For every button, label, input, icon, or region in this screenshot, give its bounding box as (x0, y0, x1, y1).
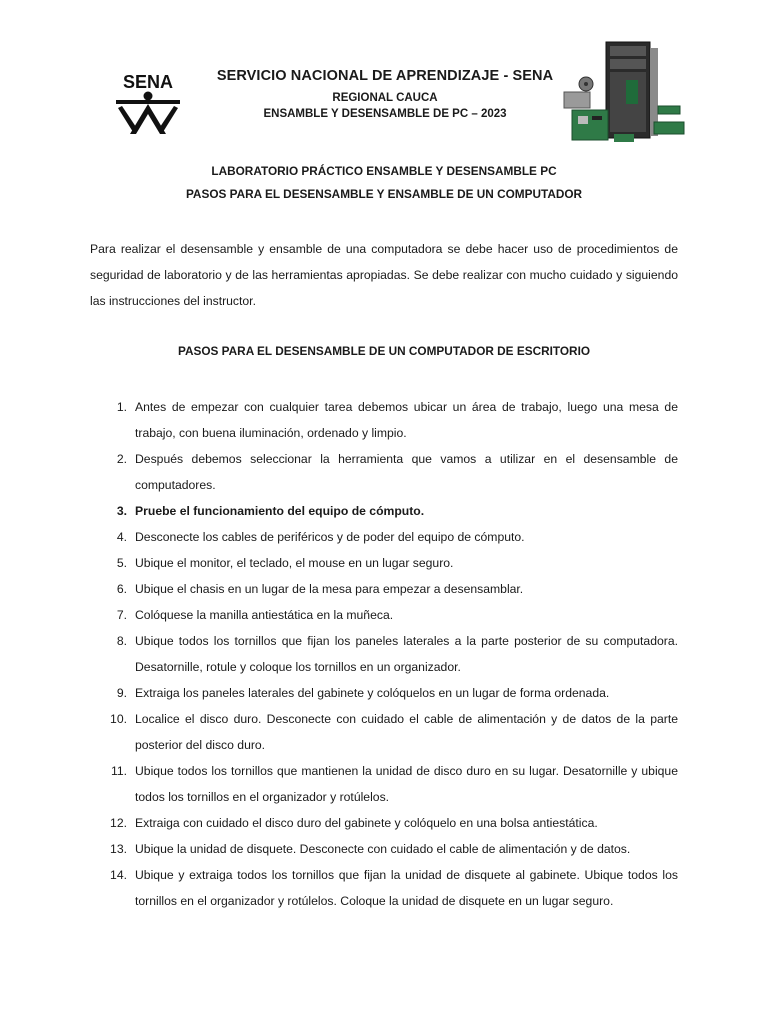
step-number: 10. (110, 712, 127, 726)
step-text: Antes de empezar con cualquier tarea debemos ubicar un área de trabajo, luego una mesa de trabajo, con buena iluminación, ordenado y limpio. (135, 400, 678, 440)
steps-list (90, 394, 678, 914)
lab-subtitle: PASOS PARA EL DESENSAMBLE Y ENSAMBLE DE UN COMPUTADOR (185, 187, 583, 201)
computer-components-image (562, 40, 692, 144)
intro-paragraph: Para realizar el desensamble y ensamble de una computadora se debe hacer uso de procedimientos de seguridad de laboratorio y de las herramientas apropiadas. Se debe realizar con mucho cuidado y siguiendo las instrucciones del instructor. (90, 242, 678, 308)
step-number: 1. (116, 400, 127, 414)
step-text: Extraiga con cuidado el disco duro del gabinete y colóquelo en una bolsa antiestática. (135, 816, 598, 830)
list-item (90, 602, 678, 628)
list-item (90, 758, 678, 810)
list-item (90, 836, 678, 862)
step-text: Ubique la unidad de disquete. Desconecte con cuidado el cable de alimentación y de datos. (135, 842, 631, 856)
document-header (0, 0, 768, 150)
step-text: Localice el disco duro. Desconecte con cuidado el cable de alimentación y de datos de la parte posterior del disco duro. (135, 712, 678, 752)
step-number: 5. (116, 556, 127, 570)
step-text: Ubique y extraiga todos los tornillos que fijan la unidad de disquete al gabinete. Ubique todos los tornillos en el organizador y rotúlelos. Coloque la unidad de disquete en un lugar seguro. (135, 868, 678, 908)
sena-logo (108, 64, 188, 136)
step-text: Después debemos seleccionar la herramienta que vamos a utilizar en el desensamble de computadores. (135, 452, 678, 492)
list-item (90, 394, 678, 446)
sena-logo-text: SENA (122, 72, 174, 92)
step-text: Pruebe el funcionamiento del equipo de cómputo. (135, 504, 425, 518)
organization-title: SERVICIO NACIONAL DE APRENDIZAJE - SENA (216, 68, 554, 84)
list-item (90, 550, 678, 576)
step-number: 11. (110, 764, 127, 778)
regional-label: REGIONAL CAUCA (332, 92, 438, 104)
step-number: 12. (110, 816, 127, 830)
step-number: 6. (116, 582, 127, 596)
step-text: Colóquese la manilla antiestática en la muñeca. (135, 608, 394, 622)
step-number: 13. (110, 842, 127, 856)
list-item (90, 680, 678, 706)
step-text: Desconecte los cables de periféricos y de poder del equipo de cómputo. (135, 530, 525, 544)
step-number: 2. (116, 452, 127, 466)
step-number: 8. (116, 634, 127, 648)
list-item (90, 862, 678, 914)
list-item (90, 446, 678, 498)
step-text: Ubique todos los tornillos que mantienen la unidad de disco duro en su lugar. Desatornille y ubique todos los tornillos en el organizador y rotúlelos. (135, 764, 678, 804)
lab-title: LABORATORIO PRÁCTICO ENSAMBLE Y DESENSAMBLE PC (211, 164, 557, 178)
step-text: Ubique el chasis en un lugar de la mesa para empezar a desensamblar. (135, 582, 524, 596)
list-item (90, 706, 678, 758)
step-number: 3. (116, 504, 127, 518)
list-item (90, 524, 678, 550)
step-text: Extraiga los paneles laterales del gabinete y colóquelos en un lugar de forma ordenada. (135, 686, 610, 700)
step-text: Ubique todos los tornillos que fijan los paneles laterales a la parte posterior de su computadora. Desatornille, rotule y coloque los tornillos en un organizador. (135, 634, 678, 674)
step-number: 4. (116, 530, 127, 544)
course-label: ENSAMBLE Y DESENSAMBLE DE PC – 2023 (263, 108, 507, 120)
step-number: 14. (110, 868, 127, 882)
list-item (90, 628, 678, 680)
section-title: PASOS PARA EL DESENSAMBLE DE UN COMPUTADOR DE ESCRITORIO (177, 344, 591, 358)
list-item (90, 810, 678, 836)
list-item (90, 498, 678, 524)
step-text: Ubique el monitor, el teclado, el mouse en un lugar seguro. (135, 556, 454, 570)
step-number: 9. (116, 686, 127, 700)
step-number: 7. (116, 608, 127, 622)
list-item (90, 576, 678, 602)
header-title-block (205, 68, 565, 120)
